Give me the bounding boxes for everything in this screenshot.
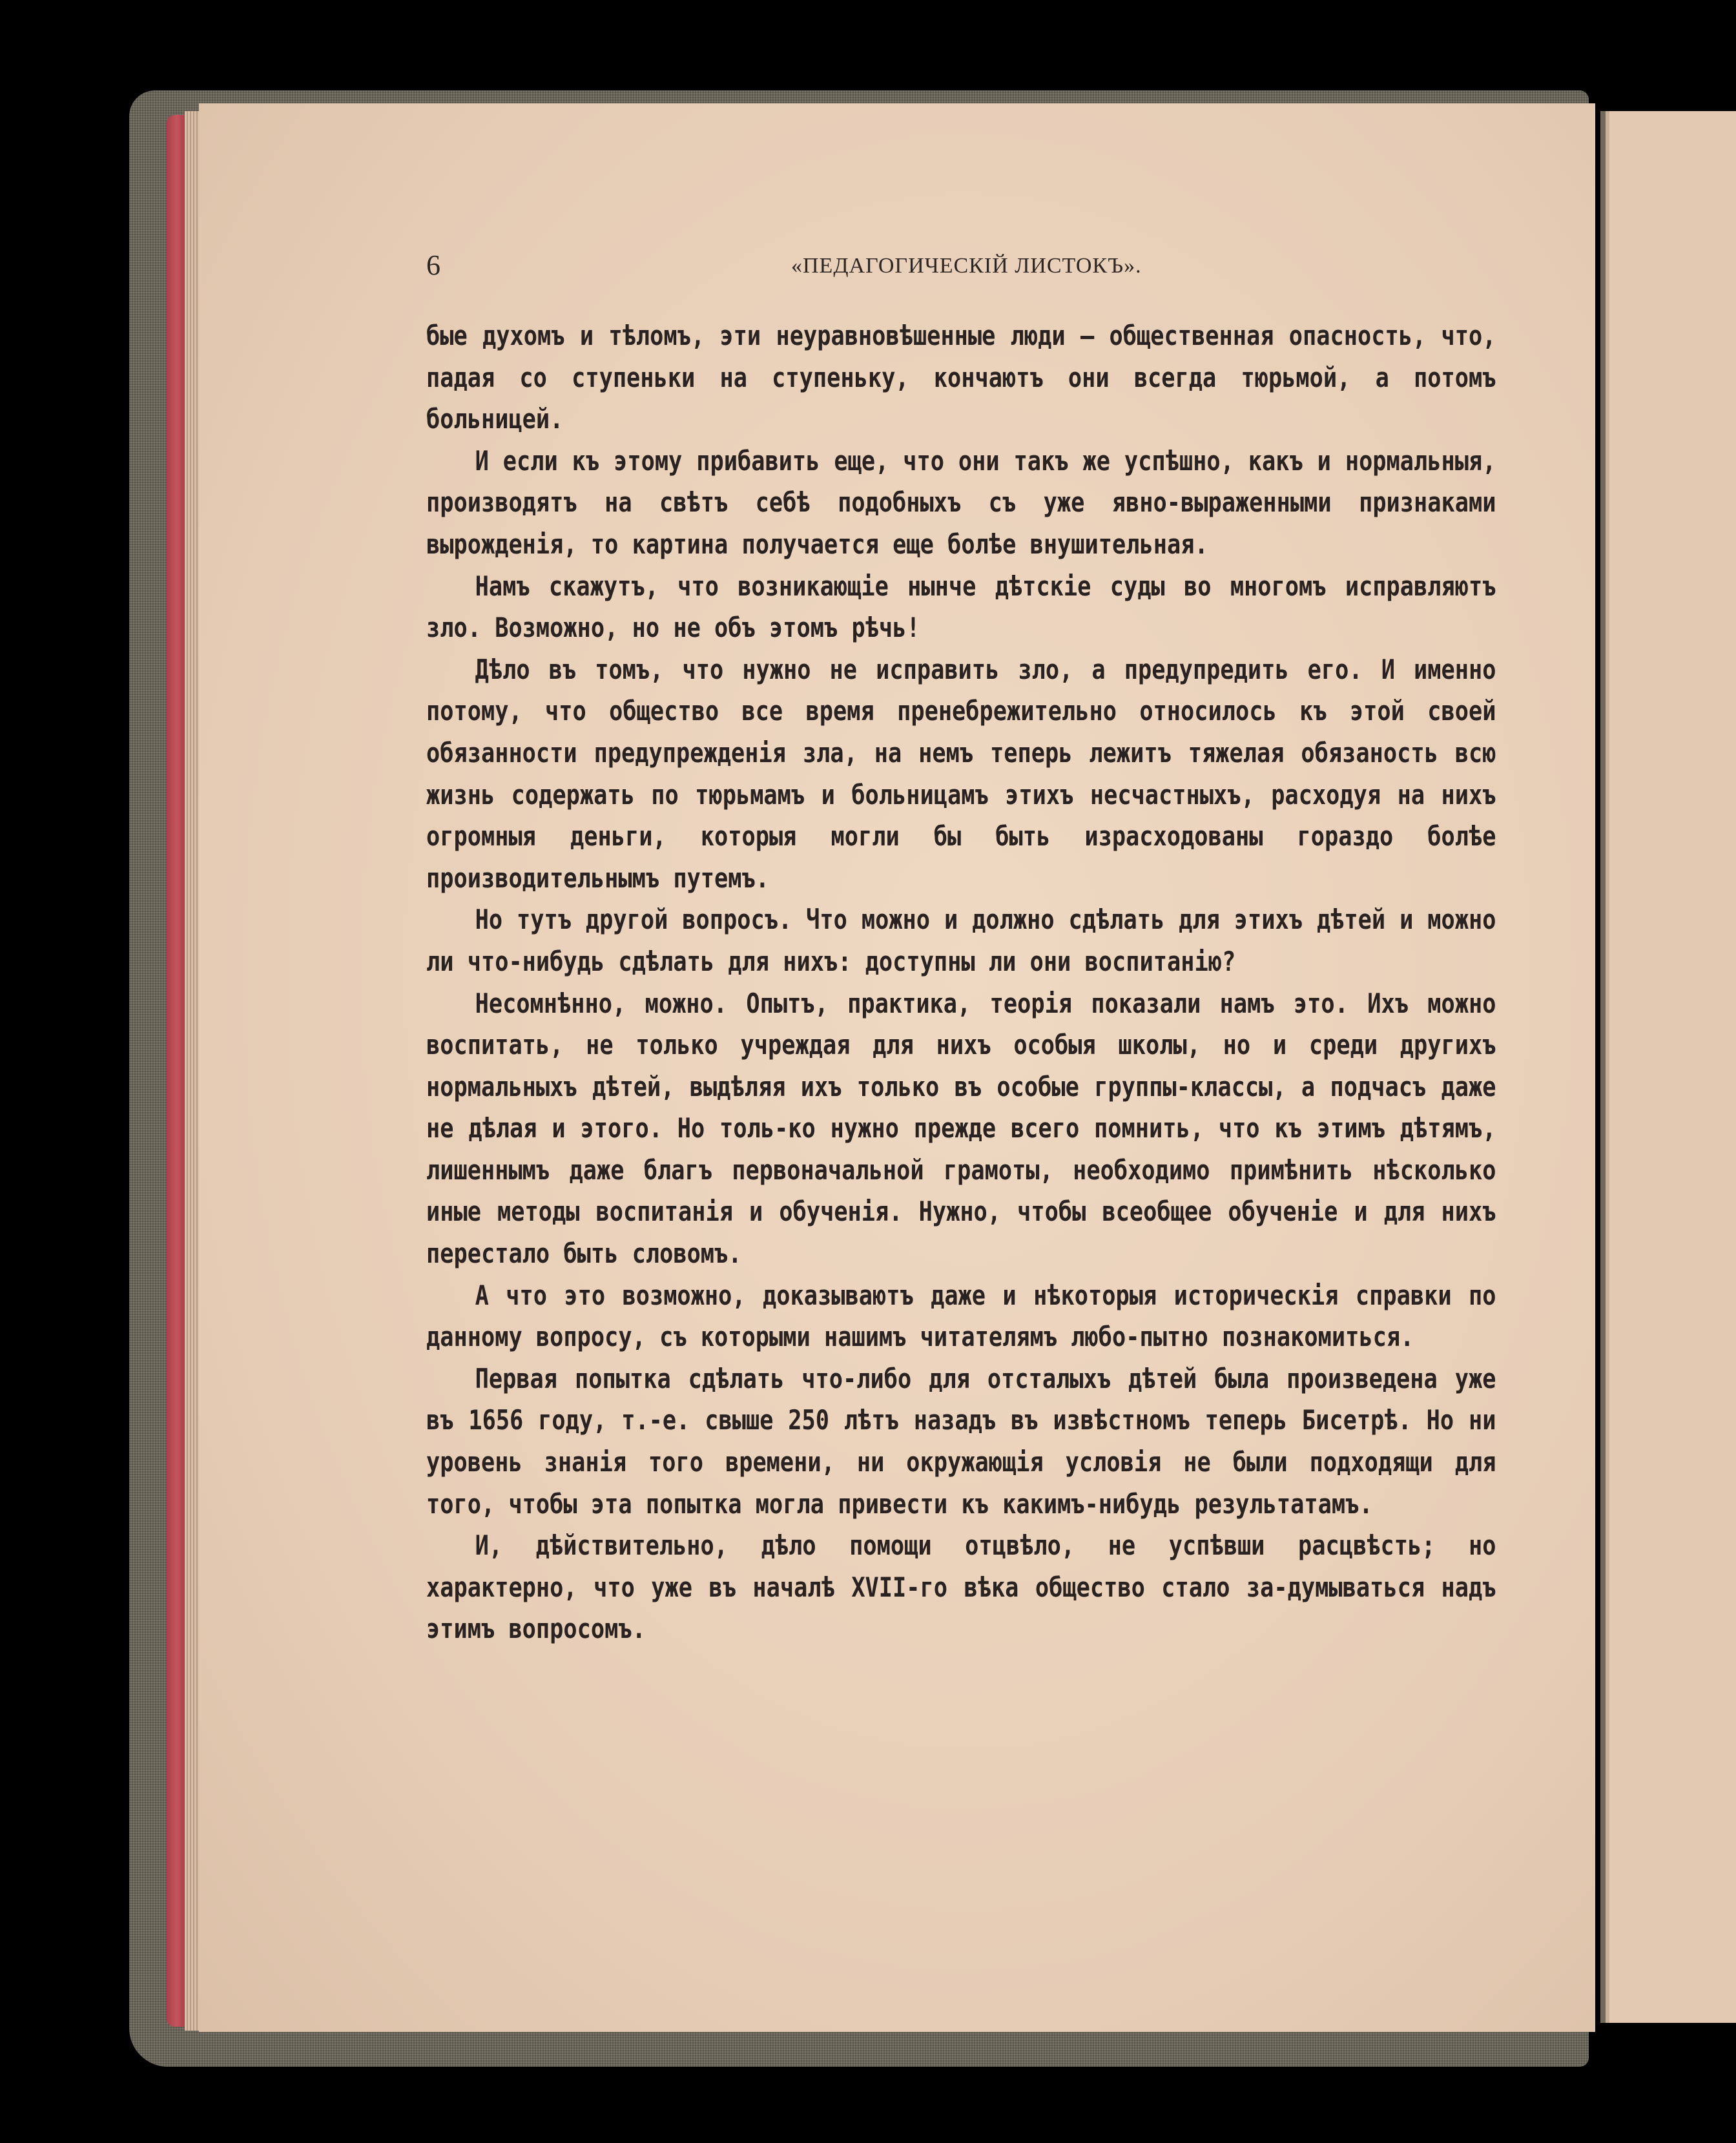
paragraph: А что это возможно, доказываютъ даже и нѣкоторыя историческія справки по данному вопросу, съ которыми нашимъ читателямъ любо-пытно познакомиться.	[426, 1279, 1496, 1353]
paragraph: И если къ этому прибавить еще, что они такъ же успѣшно, какъ и нормальныя, производятъ на свѣтъ себѣ подобныхъ съ уже явно-выраженными признаками вырожденія, то картина получается еще болѣе внушительная.	[426, 444, 1496, 560]
journal-title: «ПЕДАГОГИЧЕСКІЙ ЛИСТОКЪ».	[791, 254, 1142, 278]
facing-page	[1606, 111, 1736, 2023]
paragraph: Дѣло въ томъ, что нужно не исправить зло, а предупредить его. И именно потому, что общество все время пренебрежительно относилось къ этой своей обязанности предупрежденія зла, на немъ теперь лежитъ тяжелая обязаность всю жизнь содержать по тюрьмамъ и больницамъ этихъ несчастныхъ, расходуя на нихъ огромныя деньги, которыя могли бы быть израсходованы гораздо болѣе производительнымъ путемъ.	[426, 653, 1496, 894]
paragraph: Но тутъ другой вопросъ. Что можно и должно сдѣлать для этихъ дѣтей и можно ли что-нибудь сдѣлать для нихъ: доступны ли они воспитанію?	[426, 904, 1496, 977]
running-header	[426, 249, 1498, 287]
page-number: 6	[426, 249, 440, 281]
paragraph: бые духомъ и тѣломъ, эти неуравновѣшенные люди — общественная опасность, что, падая со ступеньки на ступеньку, кончаютъ они всегда тюрьмой, а потомъ больницей.	[426, 320, 1496, 435]
paragraph: И, дѣйствительно, дѣло помощи отцвѣло, не успѣвши расцвѣсть; но характерно, что уже въ началѣ XVII-го вѣка общество стало за-думываться надъ этимъ вопросомъ.	[426, 1529, 1496, 1645]
body-text	[426, 315, 1496, 1650]
paragraph: Несомнѣнно, можно. Опытъ, практика, теорія показали намъ это. Ихъ можно воспитать, не только учреждая для нихъ особыя школы, но и среди другихъ нормальныхъ дѣтей, выдѣляя ихъ только въ особые группы-классы, а подчасъ даже не дѣлая и этого. Но толь-ко нужно прежде всего помнить, что къ этимъ дѣтямъ, лишеннымъ даже благъ первоначальной грамоты, необходимо примѣнить нѣсколько иные методы воспитанія и обученія. Нужно, чтобы всеобщее обученіе и для нихъ перестало быть словомъ.	[426, 987, 1496, 1270]
paragraph: Первая попытка сдѣлать что-либо для отсталыхъ дѣтей была произведена уже въ 1656 году, т.-е. свыше 250 лѣтъ назадъ въ извѣстномъ теперь Бисетрѣ. Но ни уровень знанія того времени, ни окружающія условія не были подходящи для того, чтобы эта попытка могла привести къ какимъ-нибудь результатамъ.	[426, 1362, 1496, 1520]
paragraph: Намъ скажутъ, что возникающіе нынче дѣтскіе суды во многомъ исправляютъ зло. Возможно, но не объ этомъ рѣчь!	[426, 570, 1496, 644]
